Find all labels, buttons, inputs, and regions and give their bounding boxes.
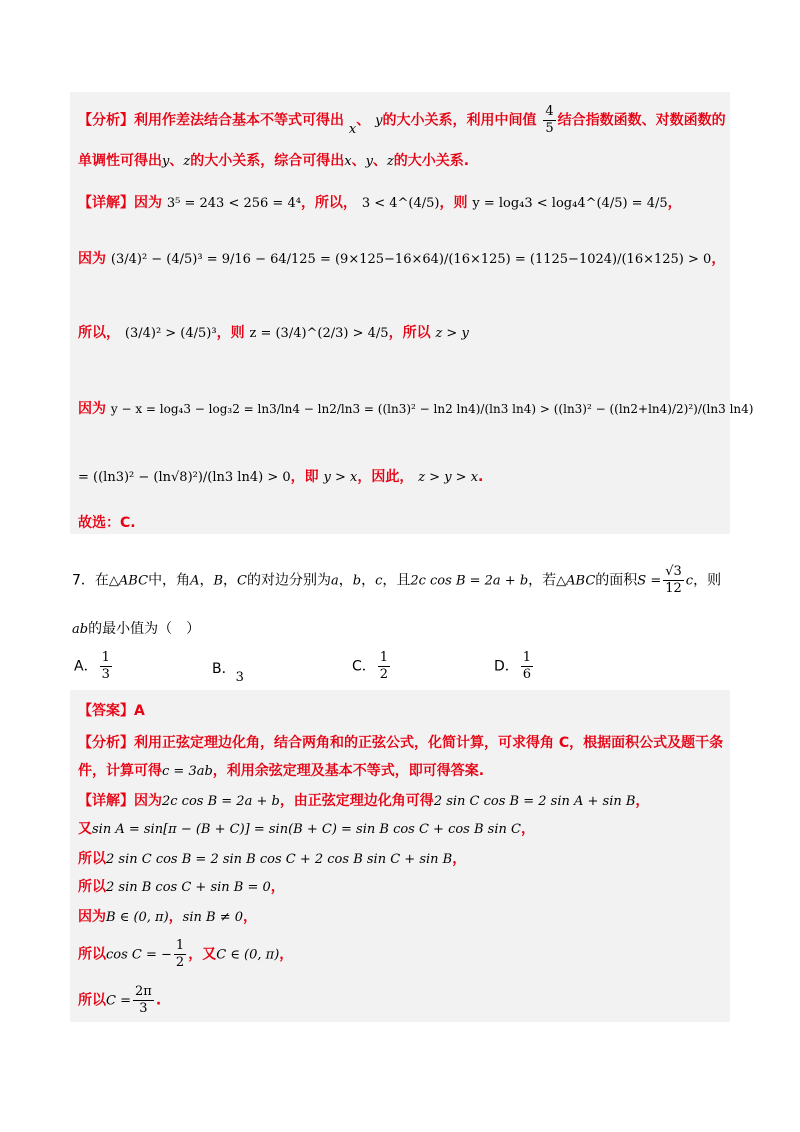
detail6-line5: = ((ln3)² − (ln√8)²)/(ln3 ln4) > 0，即 y > x，因此， z > y > x. [78,469,484,485]
detail7-line1: 【详解】因为2c cos B = 2a + b，由正弦定理边化角可得2 sin C cos B = 2 sin A + sin B， [78,793,650,809]
detail7-line4: 所以2 sin B cos C + sin B = 0， [78,879,285,895]
analysis6-line1: 【分析】利用作差法结合基本不等式可得出 x、 y的大小关系，利用中间值 $\frac{4}{5}$ 结合指数函数、对数函数的 [78,104,726,137]
answer-q7: 【答案】A [78,703,145,719]
fraction-4-5: $\frac{4}{5}$ [545,104,554,136]
detail7-line3: 所以2 sin C cos B = 2 sin B cos C + 2 cos B sin C + sin B， [78,851,467,867]
detail7-line7: 所以C = $\frac{2\pi}{3}$ . [78,984,162,1016]
question-7: 7．在△ABC中，角A，B，C的对边分别为a，b，c，且2c cos B = 2a + b，若△ABC的面积S = $\frac{√3}{12}$ c，则 [72,564,722,596]
option-a[interactable]: A． $\frac{1}{3}$ [74,650,110,682]
question-7-line2: ab的最小值为（ ） [72,621,201,637]
analysis6-line2: 单调性可得出y、z的大小关系，综合可得出x、y、z的大小关系. [78,153,470,169]
detail7-line6: 所以cos C = − $\frac{1}{2}$ ，又C ∈ (0, π)， [78,938,294,970]
analysis7-line1: 【分析】利用正弦定理边化角，结合两角和的正弦公式，化简计算，可求得角 C，根据面积公式及题干条 [78,735,724,751]
option-b[interactable]: B．3 [212,661,244,685]
detail6-line2: 因为 (3/4)² − (4/5)³ = 9/16 − 64/125 = (9×125−16×64)/(16×125) = (1125−1024)/(16×125) > 0， [78,251,726,267]
detail7-line2: 又sin A = sin[π − (B + C)] = sin(B + C) = sin B cos C + cos B sin C， [78,821,535,837]
option-d[interactable]: D． $\frac{1}{6}$ [494,650,532,682]
option-c[interactable]: C． $\frac{1}{2}$ [352,650,389,682]
detail6-line4: 因为 y − x = log₄3 − log₃2 = ln3/ln4 − ln2/ln3 = ((ln3)² − ln2 ln4)/(ln3 ln4) > ((ln3)² − ((ln2+ln4)/2)²)/(ln3 ln4) [78,401,754,417]
area-fraction: $\frac{√3}{12}$ [665,564,682,596]
analysis7-line2: 件，计算可得c = 3ab，利用余弦定理及基本不等式，即可得答案. [78,763,485,779]
answer-q6: 故选：C. [78,515,136,531]
detail6-line3: 所以， (3/4)² > (4/5)³，则 z = (3/4)^(2/3) > 4/5，所以 z > y [78,325,469,341]
detail6-line1: 【详解】因为 3⁵ = 243 < 256 = 4⁴，所以， 3 < 4^(4/5)，则 y = log₄3 < log₄4^(4/5) = 4/5， [78,195,682,211]
detail7-line5: 因为B ∈ (0, π)，sin B ≠ 0， [78,909,257,925]
